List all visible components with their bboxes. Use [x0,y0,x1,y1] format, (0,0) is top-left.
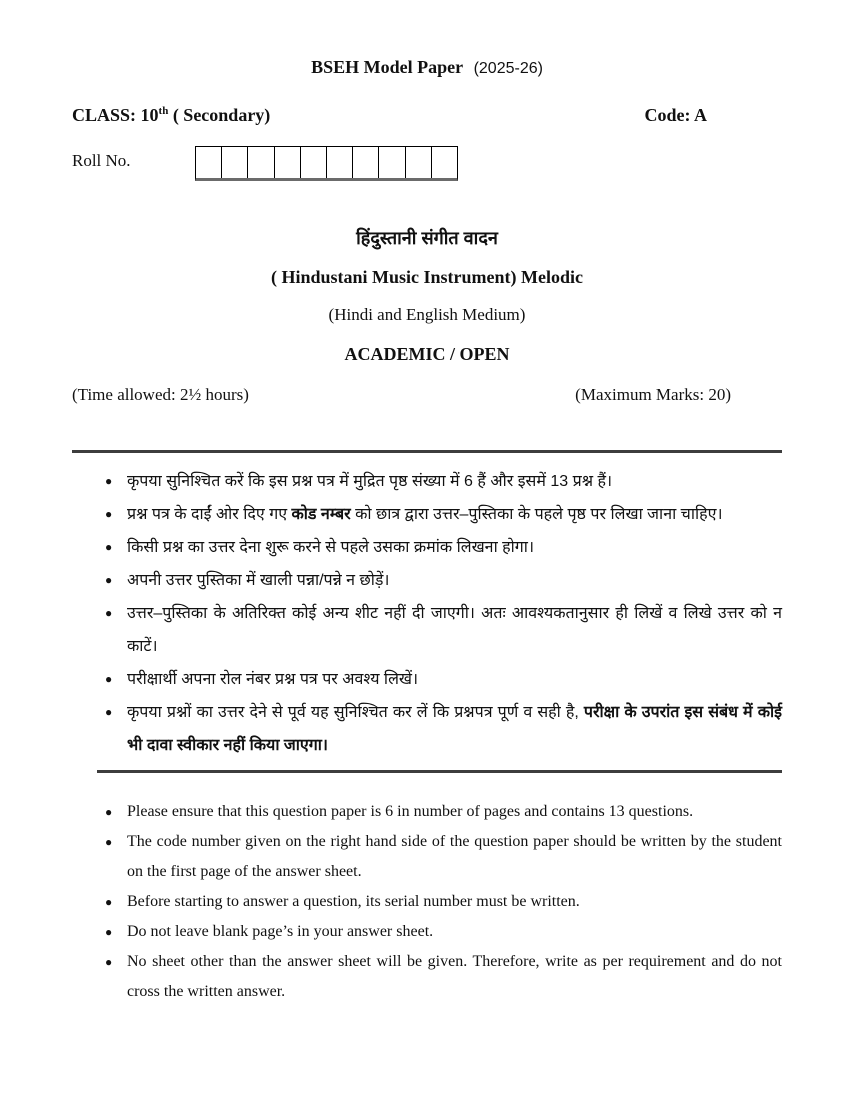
instruction-text-bold: कोड नम्बर [291,506,351,523]
instruction-text [127,498,782,531]
instructions-english [105,797,782,1007]
instruction-item [105,663,782,696]
instruction-text-bold: परीक्षा के उपरांत इस संबंध में कोई भी दावा स्वीकार नहीं किया जाएगा। [127,704,782,754]
instruction-text-part: को छात्र द्वारा उत्तर–पुस्तिका के पहले पृष्ठ पर लिखा जाना चाहिए। [350,506,723,523]
instruction-item [105,597,782,663]
roll-no-cell [327,147,353,178]
divider-middle [97,770,782,773]
class-superscript: th [158,105,169,117]
page-title [72,54,782,82]
roll-no-cell [222,147,248,178]
instruction-item [105,465,782,498]
instruction-text-part: प्रश्न पत्र के दाईं ओर दिए गए [127,506,292,523]
roll-no-grid [195,146,458,181]
instruction-text [127,465,782,498]
instruction-item [105,917,782,947]
instruction-text [127,564,782,597]
instruction-text [127,531,782,564]
bullet-icon: ● [105,474,113,488]
roll-no-cell [196,147,222,178]
instruction-text: Before starting to answer a question, its serial number must be written. [127,893,580,910]
instruction-item [105,797,782,827]
instruction-item [105,696,782,762]
class-suffix: ( Secondary) [168,105,271,125]
instruction-item [105,498,782,531]
roll-no-cell [379,147,405,178]
instruction-item [105,827,782,887]
stream-label: ACADEMIC / OPEN [344,344,510,364]
bullet-icon: ● [105,835,113,849]
roll-no-cell [432,147,457,178]
instruction-item [105,947,782,1007]
class-code-row [72,98,782,128]
instruction-text-part: किसी प्रश्न का उत्तर देना शुरू करने से पहले उसका क्रमांक लिखना होगा। [127,539,535,556]
roll-no-cell [353,147,379,178]
bullet-icon: ● [105,672,113,686]
instruction-text-part: अपनी उत्तर पुस्तिका में खाली पन्ना/पन्ने न छोड़ें। [127,572,390,589]
bullet-icon: ● [105,805,113,819]
bullet-icon: ● [105,895,113,909]
maximum-marks-label: (Maximum Marks: 20) [575,385,731,404]
instruction-text-part: कृपया सुनिश्चित करें कि इस प्रश्न पत्र में मुद्रित पृष्ठ संख्या में 6 हैं और इसमें 13 प्रश्न हैं। [127,473,613,490]
instruction-item [105,887,782,917]
time-allowed-label: (Time allowed: 2½ hours) [72,385,249,404]
bullet-icon: ● [105,540,113,554]
roll-no-cell [248,147,274,178]
code-label: Code: A [644,105,707,125]
roll-no-cell [301,147,327,178]
roll-no-cell [275,147,301,178]
instruction-text-part: परीक्षार्थी अपना रोल नंबर प्रश्न पत्र पर अवश्य लिखें। [127,671,419,688]
bullet-icon: ● [105,573,113,587]
bullet-icon: ● [105,925,113,939]
bullet-icon: ● [105,955,113,969]
instruction-text-part: उत्तर–पुस्तिका के अतिरिक्त कोई अन्य शीट नहीं दी जाएगी। अतः आवश्यकतानुसार ही लिखें व लिखे उत्तर को न काटें। [127,605,782,655]
instruction-item [105,564,782,597]
subject-title-hindi: हिंदुस्तानी संगीत वादन [356,228,498,248]
roll-no-cell [406,147,432,178]
instruction-text [127,696,782,762]
subject-title-english: ( Hindustani Music Instrument) Melodic [270,267,583,287]
instruction-text: Do not leave blank page’s in your answer sheet. [127,923,434,940]
paper-title: BSEH Model Paper [311,57,464,77]
time-marks-row [72,382,782,408]
bullet-icon: ● [105,606,113,620]
bullet-icon: ● [105,705,113,719]
instruction-text: No sheet other than the answer sheet will be given. Therefore, write as per requirement and do not cross the written answer. [127,953,782,1000]
paper-year: (2025-26) [473,60,543,77]
instruction-text-part: कृपया प्रश्नों का उत्तर देने से पूर्व यह सुनिश्चित कर लें कि प्रश्नपत्र पूर्ण व सही है, [127,704,584,721]
instruction-item [105,531,782,564]
class-prefix: CLASS: 10 [72,105,159,125]
divider-top [72,450,782,453]
class-label [72,98,270,128]
medium-label: (Hindi and English Medium) [328,305,526,324]
roll-no-row [72,146,782,181]
instruction-text [127,663,782,696]
bullet-icon: ● [105,507,113,521]
instruction-text: Please ensure that this question paper is 6 in number of pages and contains 13 questions. [127,803,694,820]
instructions-hindi [105,465,782,762]
roll-no-label: Roll No. [72,151,131,170]
instruction-text [127,597,782,663]
instruction-text: The code number given on the right hand side of the question paper should be written by the student on the first page of the answer sheet. [127,833,782,880]
